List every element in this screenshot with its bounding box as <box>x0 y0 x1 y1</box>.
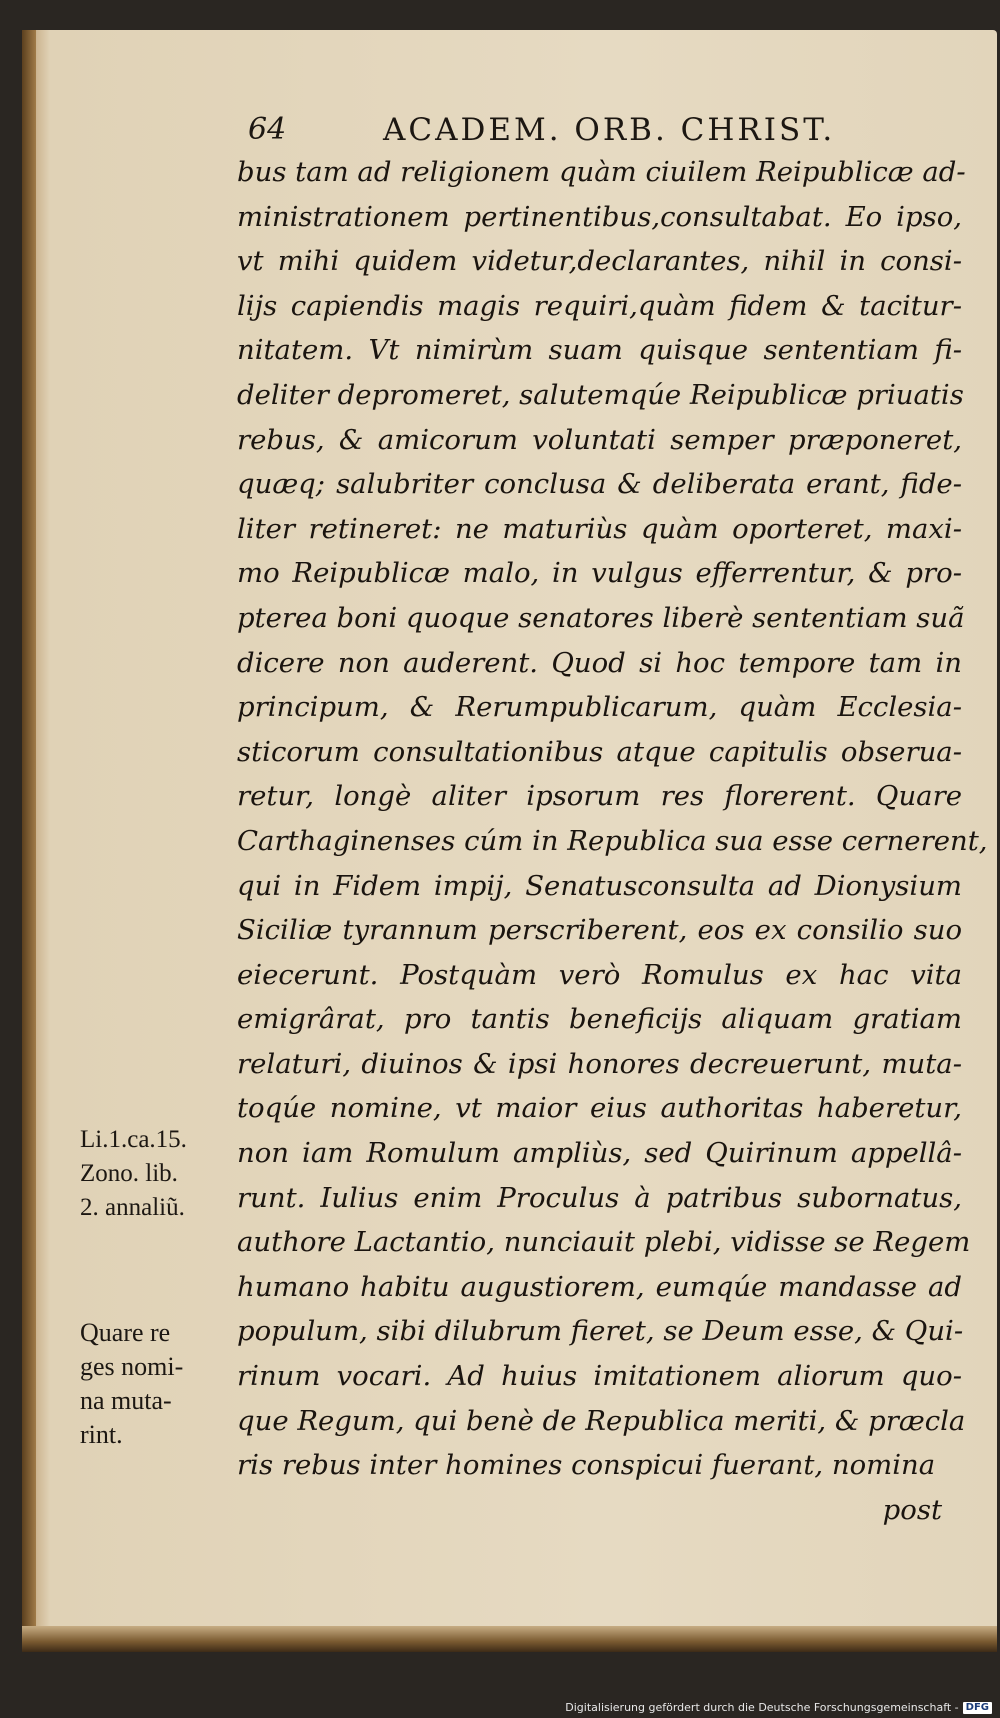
text-line: ris rebus inter homines conspicui fuerant, nomina <box>237 1449 936 1482</box>
text-line: relaturi, diuinos & ipsi honores decreuerunt, muta- <box>237 1047 962 1080</box>
margin-note-line: Li.1.ca.15. <box>80 1126 187 1153</box>
text-line: mo Reipublicæ malo, in vulgus efferrentur, & pro- <box>237 557 962 590</box>
text-line: nitatem. Vt nimirùm suam quisque sententiam fi- <box>237 334 962 367</box>
dfg-logo-icon: DFG <box>963 1702 992 1714</box>
page-number: 64 <box>248 112 287 147</box>
text-line: authore Lactantio, nunciauit plebi, vidisse se Regem <box>237 1226 971 1259</box>
text-line: non iam Romulum ampliùs, sed Quirinum appellâ- <box>237 1137 962 1170</box>
text-line: lijs capiendis magis requiri,quàm fidem & tacitur- <box>237 289 962 322</box>
text-line: eiecerunt. Postquàm verò Romulus ex hac vita <box>237 958 962 991</box>
text-line: humano habitu augustiorem, eumqúe mandasse ad <box>237 1270 962 1303</box>
text-line: vt mihi quidem videtur,declarantes, nihil in consi- <box>237 245 962 278</box>
text-line: emigrârat, pro tantis beneficijs aliquam gratiam <box>237 1003 962 1036</box>
margin-note-line: na muta- <box>80 1386 172 1415</box>
catchword: post <box>882 1493 942 1526</box>
text-line: retur, longè aliter ipsorum res florerent. Quare <box>237 780 962 813</box>
text-line: rinum vocari. Ad huius imitationem aliorum quo- <box>237 1360 962 1393</box>
digitization-footer <box>565 1701 992 1714</box>
text-line: rebus, & amicorum voluntati semper præponeret, <box>237 423 962 456</box>
text-line: Siciliæ tyrannum perscriberent, eos ex consilio suo <box>237 914 962 947</box>
text-line: liter retineret: ne maturiùs quàm oporteret, maxi- <box>237 512 962 545</box>
text-line: pterea boni quoque senatores liberè sententiam suã <box>237 601 965 634</box>
text-line: ministrationem pertinentibus,consultabat. Eo ipso, <box>237 200 962 233</box>
margin-note-summary <box>80 1316 230 1452</box>
text-line: principum, & Rerumpublicarum, quàm Ecclesia- <box>237 691 962 724</box>
page-spine-edge <box>22 30 36 1652</box>
text-line: populum, sibi dilubrum fieret, se Deum esse, & Qui- <box>237 1315 964 1348</box>
margin-note-line: rint. <box>80 1420 123 1449</box>
margin-note-line: Quare re <box>80 1318 171 1347</box>
text-line: runt. Iulius enim Proculus à patribus subornatus, <box>237 1181 962 1214</box>
margin-note-citation <box>80 1123 230 1225</box>
running-head: ACADEM. ORB. CHRIST. <box>383 112 836 148</box>
text-line: deliter depromeret, salutemqúe Reipublicæ priuatis <box>237 378 964 411</box>
text-line: bus tam ad religionem quàm ciuilem Reipublicæ ad- <box>237 156 966 188</box>
text-line: Carthaginenses cúm in Republica sua esse cernerent, <box>237 824 988 857</box>
footer-text: Digitalisierung gefördert durch die Deutsche Forschungsgemeinschaft - <box>565 1701 959 1714</box>
main-text-block <box>237 150 988 1532</box>
margin-note-line: Zono. lib. <box>80 1160 178 1187</box>
margin-note-line: ges nomi- <box>80 1352 184 1381</box>
margin-note-line: 2. annaliũ. <box>80 1194 185 1221</box>
text-line: toqúe nomine, vt maior eius authoritas haberetur, <box>237 1092 962 1125</box>
text-line: quæq; salubriter conclusa & deliberata erant, fide- <box>237 468 962 501</box>
text-line: dicere non auderent. Quod si hoc tempore tam in <box>237 646 962 679</box>
text-line: que Regum, qui benè de Republica meriti, & præcla <box>237 1404 966 1437</box>
page-header <box>248 112 888 152</box>
text-line: sticorum consultationibus atque capitulis obserua- <box>237 735 962 768</box>
text-line: qui in Fidem impij, Senatusconsulta ad Dionysium <box>237 869 962 902</box>
